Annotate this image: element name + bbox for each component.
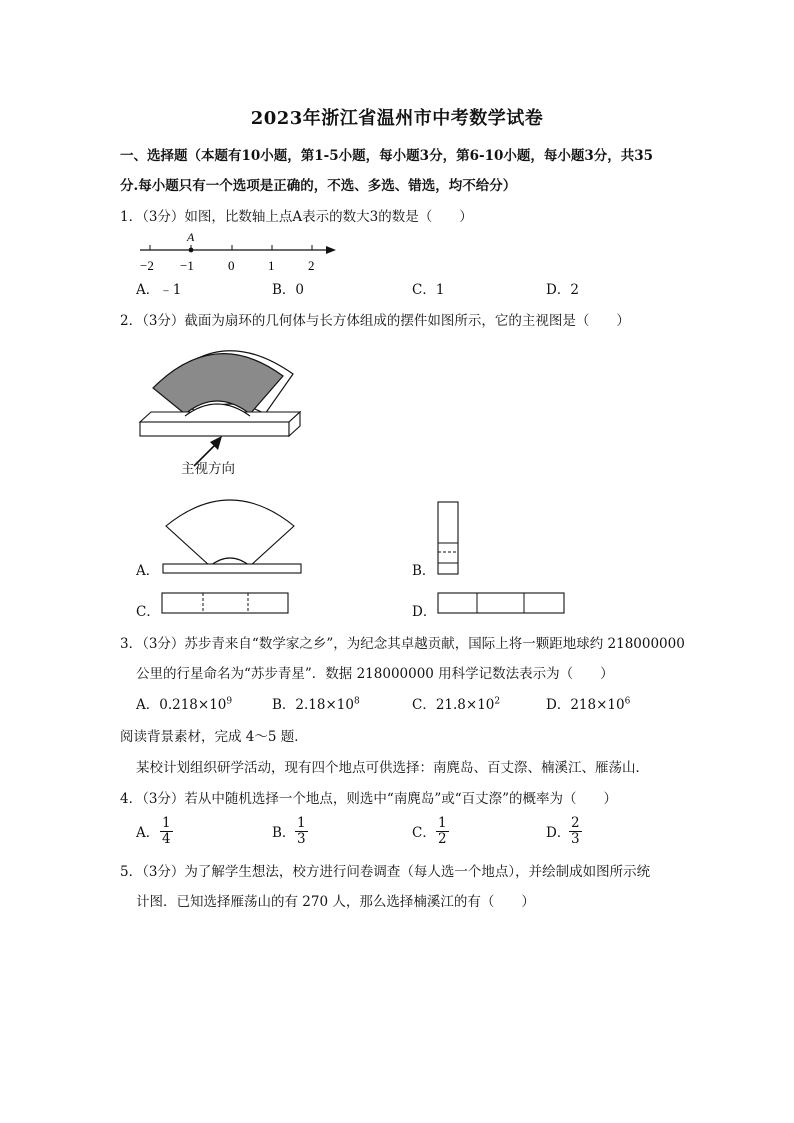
- q3-option-a[interactable]: A．$0.218\times 10^9$: [136, 696, 233, 713]
- q1-stem: 1．（3分）如图，比数轴上点A表示的数大3的数是（ ）: [120, 209, 473, 225]
- q2-stem: 2．（3分）截面为扇环的几何体与长方体组成的摆件如图所示，它的主视图是（ ）: [120, 313, 630, 329]
- q2-option-d-label[interactable]: D．: [412, 604, 437, 620]
- q1-option-a[interactable]: A．﹣1: [136, 282, 182, 298]
- q5-stem-line2: 计图．已知选择雁荡山的有 270 人，那么选择楠溪江的有（ ）: [136, 894, 535, 910]
- q3-stem-line1: 3．（3分）苏步青来自“数学家之乡”，为纪念其卓越贡献，国际上将一颗距地球约 218000000: [120, 636, 685, 652]
- q4-option-a[interactable]: A．: [136, 825, 160, 841]
- q2-option-a-figure[interactable]: [160, 496, 305, 576]
- reading-intro: 阅读背景素材，完成 4～5 题．: [120, 729, 308, 745]
- q4-option-c[interactable]: C．: [412, 825, 436, 841]
- q4-option-d-fraction: $\frac{2}{3}$: [571, 815, 580, 847]
- q2-option-b-figure[interactable]: [437, 501, 461, 576]
- section-heading-line1: 一、选择题（本题有10小题，第1-5小题，每小题3分，第6-10小题，每小题3分，共35: [120, 148, 654, 164]
- q4-option-b[interactable]: B．: [272, 825, 296, 841]
- q1-option-b[interactable]: B．0: [272, 282, 305, 298]
- q3-stem-line2: 公里的行星命名为“苏步青星”．数据 218000000 用科学记数法表示为（ ）: [136, 666, 614, 682]
- q2-option-c-figure[interactable]: [161, 592, 291, 616]
- point-a-label: A: [187, 230, 195, 244]
- q4-option-a-fraction: $\frac{1}{4}$: [162, 815, 171, 847]
- q1-option-c[interactable]: C．1: [412, 282, 445, 298]
- tick-label: −1: [180, 258, 194, 273]
- tick-label: 0: [228, 258, 235, 273]
- tick-label: 2: [308, 258, 315, 273]
- q2-option-b-label[interactable]: B．: [412, 563, 436, 579]
- q2-option-a-label[interactable]: A．: [136, 563, 160, 579]
- number-line-figure: [140, 228, 340, 276]
- q2-option-c-label[interactable]: C．: [136, 604, 160, 620]
- tick-label: 1: [268, 258, 275, 273]
- q4-option-c-fraction: $\frac{1}{2}$: [438, 815, 447, 847]
- q4-option-b-fraction: $\frac{1}{3}$: [297, 815, 306, 847]
- q5-stem-line1: 5．（3分）为了解学生想法，校方进行问卷调查（每人选一个地点），并绘制成如图所示统: [120, 864, 651, 880]
- reading-context: 某校计划组织研学活动，现有四个地点可供选择：南麂岛、百丈漈、楠溪江、雁荡山．: [136, 760, 649, 776]
- q3-option-b[interactable]: B．$2.18\times 10^8$: [272, 696, 360, 713]
- q2-option-d-figure[interactable]: [437, 592, 567, 616]
- point-a-dot: [189, 248, 194, 253]
- q3-option-d[interactable]: D．$218\times 10^6$: [546, 696, 631, 713]
- view-direction-label: 主视方向: [181, 461, 235, 477]
- page-title: 2023年浙江省温州市中考数学试卷: [250, 108, 544, 129]
- q4-option-d[interactable]: D．: [546, 825, 571, 841]
- section-heading-line2: 分.每小题只有一个选项是正确的，不选、多选、错选，均不给分）: [120, 178, 517, 194]
- q4-stem: 4．（3分）若从中随机选择一个地点，则选中“南麂岛”或“百丈漈”的概率为（ ）: [120, 791, 618, 807]
- q3-option-c[interactable]: C．$21.8\times 10^2$: [412, 696, 501, 713]
- fan-ornament-figure: [135, 336, 305, 444]
- number-line-arrow: [326, 246, 336, 254]
- q1-option-d[interactable]: D．2: [546, 282, 579, 298]
- tick-label: −2: [140, 258, 154, 273]
